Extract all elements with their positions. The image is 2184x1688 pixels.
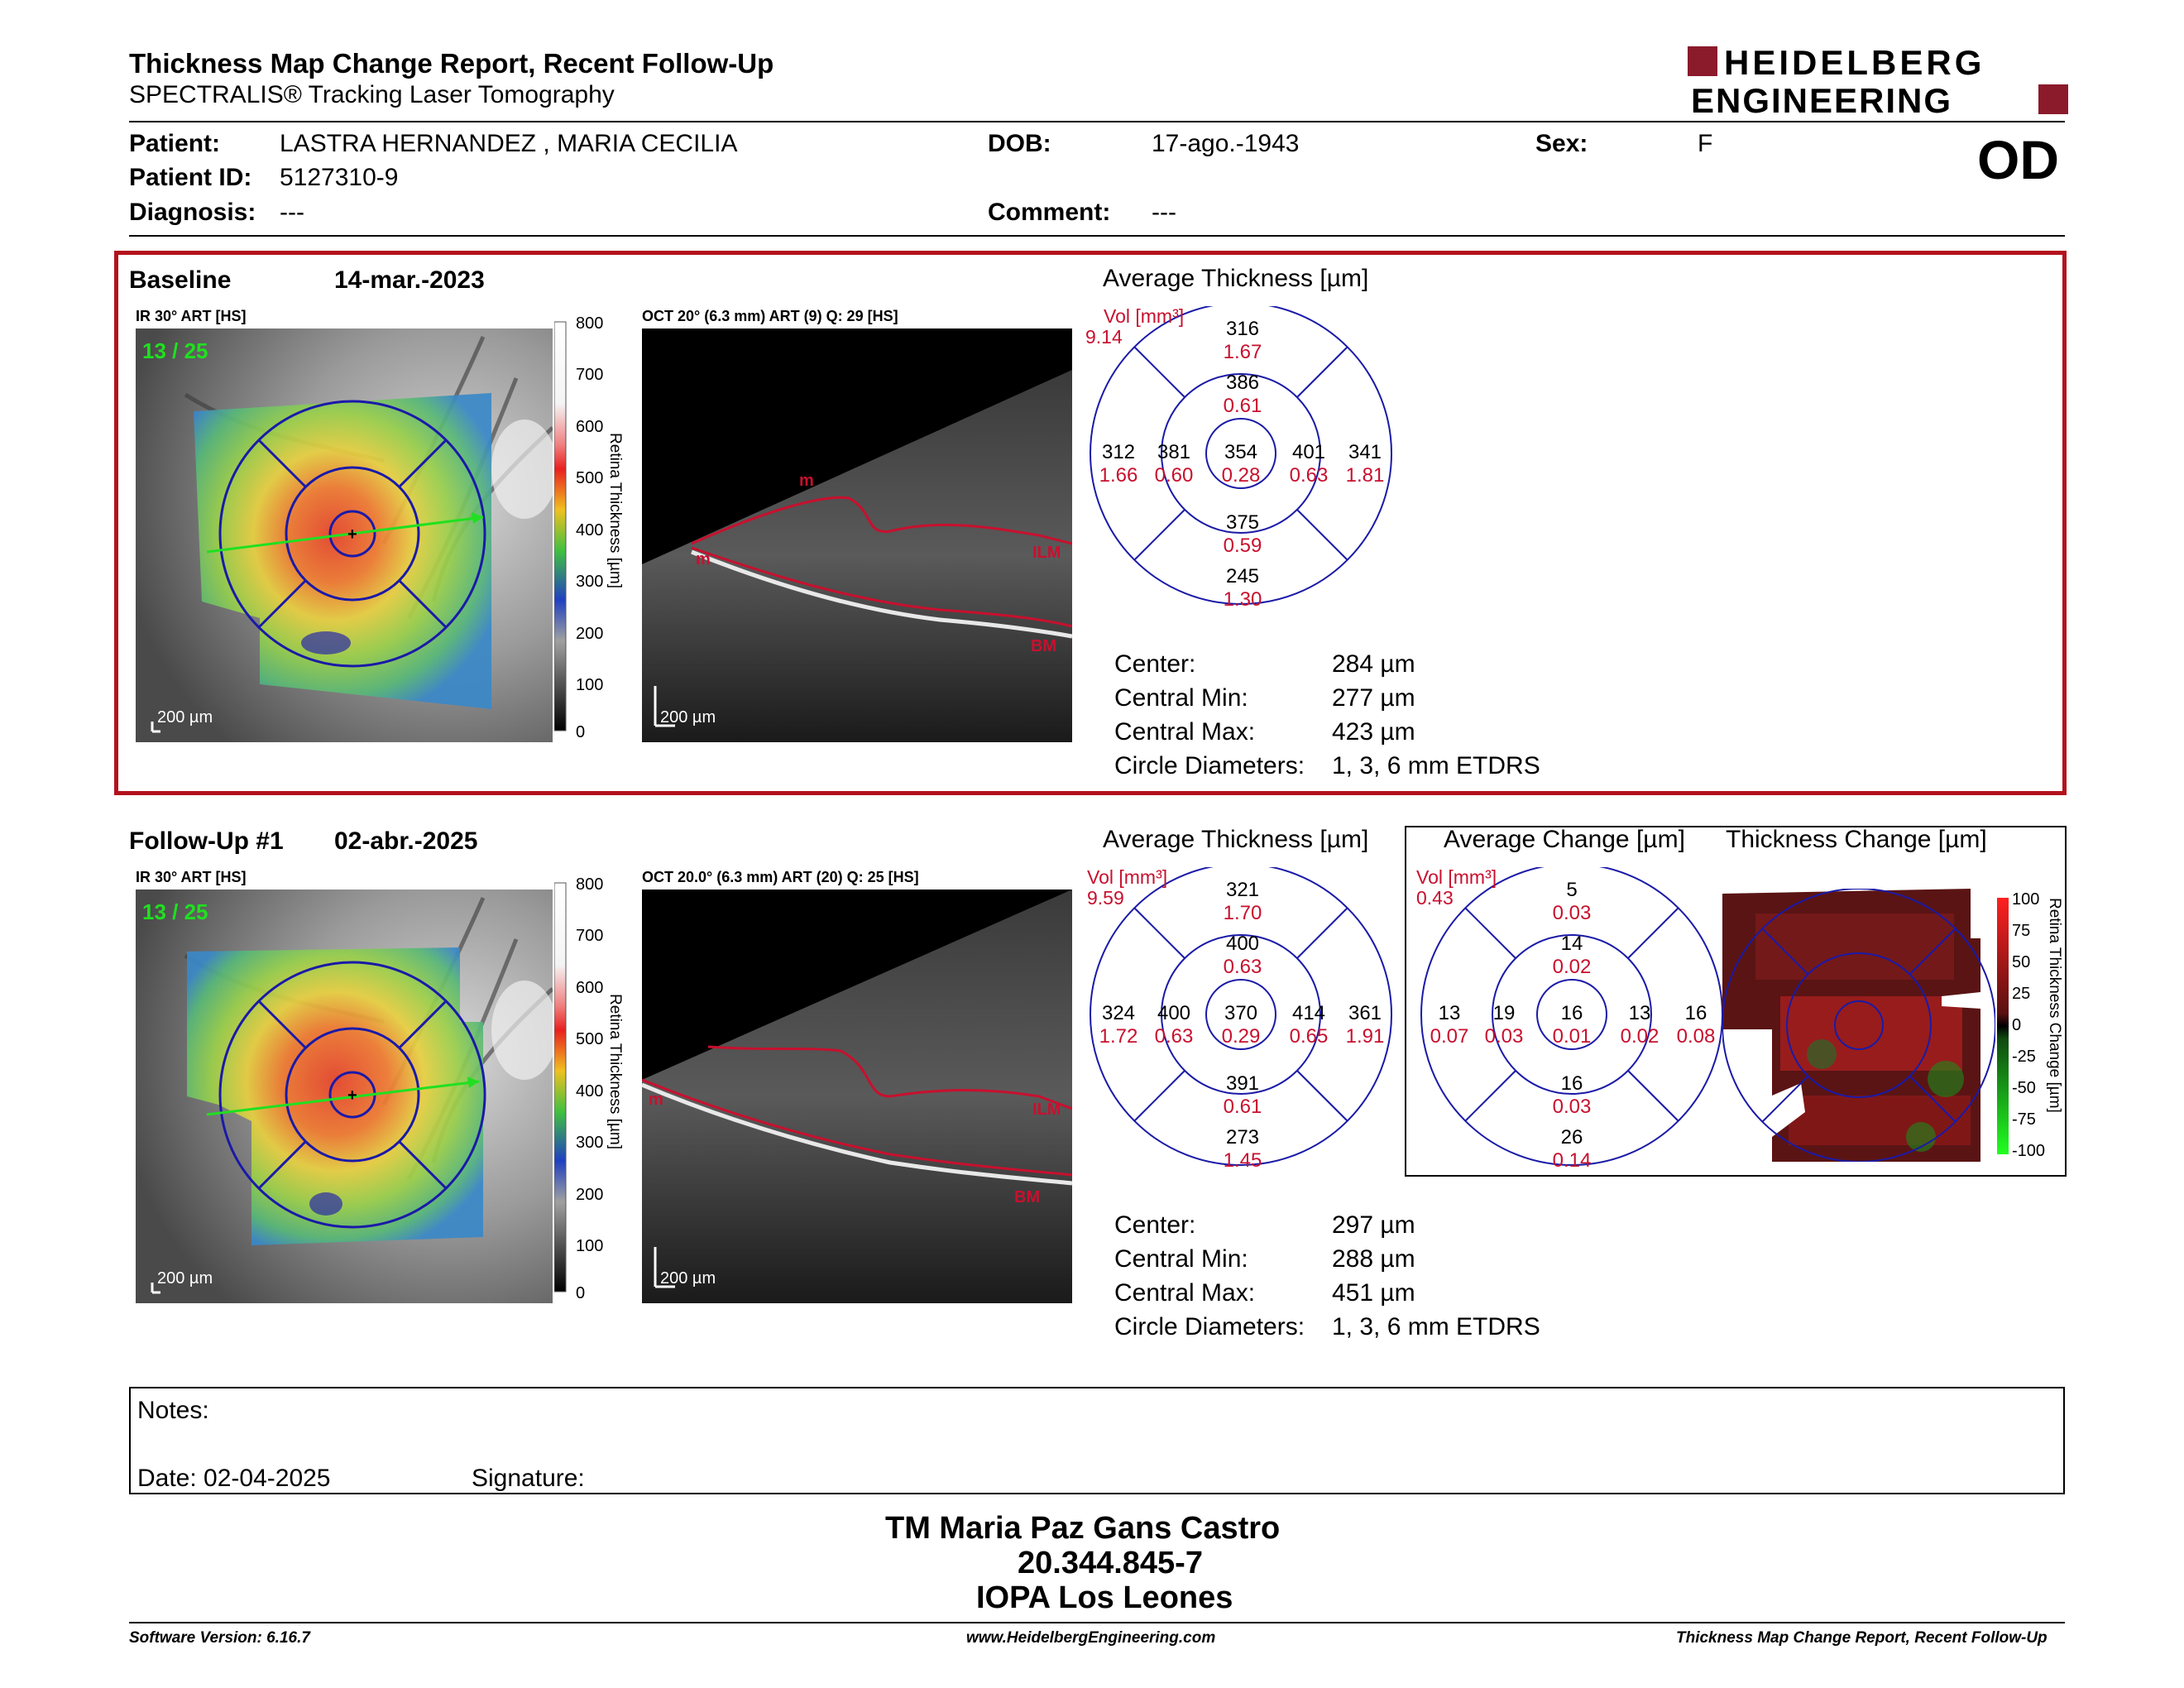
followup-max-label: Central Max:	[1114, 1279, 1256, 1307]
b-outer-left-v: 1.66	[1099, 464, 1138, 487]
baseline-oct-scale: 200 µm	[660, 708, 716, 727]
patient-label: Patient:	[129, 130, 221, 157]
f-center-t: 370	[1224, 1002, 1258, 1024]
oct-a-m-left: m	[696, 550, 711, 568]
change-avg-title: Average Change [µm]	[1444, 826, 1685, 853]
b-center-t: 354	[1224, 441, 1258, 463]
followup-oct-scale: 200 µm	[660, 1269, 716, 1288]
chg-tick-m50: -50	[2012, 1079, 2036, 1097]
c-inner-top-t: 14	[1560, 933, 1583, 955]
c-inner-left-t: 19	[1492, 1002, 1516, 1024]
baseline-etdrs-grid	[1084, 306, 1398, 614]
oct-a-bm: BM	[1031, 637, 1057, 655]
signature-label: Signature:	[472, 1465, 585, 1492]
baseline-oct-image	[642, 328, 1072, 742]
thk2-scale-title: Retina Thickness [µm]	[606, 994, 624, 1149]
oct-b-bm: BM	[1014, 1188, 1041, 1206]
heidelberg-logo	[1688, 43, 2068, 117]
thk-tick-700: 700	[576, 366, 604, 384]
b-inner-bottom-v: 0.59	[1223, 535, 1262, 557]
followup-max-value: 451 µm	[1332, 1279, 1415, 1307]
c-outer-right-v: 0.08	[1676, 1025, 1716, 1048]
report-title: Thickness Map Change Report, Recent Follow-Up	[129, 48, 774, 79]
followup-ir-scale: 200 µm	[157, 1269, 213, 1288]
b-center-v: 0.28	[1221, 464, 1261, 487]
followup-date: 02-abr.-2025	[334, 827, 478, 855]
thk2-tick-800: 800	[576, 878, 604, 894]
followup-ir-caption: IR 30° ART [HS]	[136, 869, 247, 885]
c-inner-right-t: 13	[1628, 1002, 1651, 1024]
notes-label: Notes:	[137, 1397, 209, 1424]
followup-label: Follow-Up #1	[129, 827, 284, 855]
thk-tick-100: 100	[576, 676, 604, 694]
chg-tick-25: 25	[2012, 985, 2031, 1003]
thk2-tick-100: 100	[576, 1237, 604, 1255]
followup-oct-image	[642, 890, 1072, 1303]
baseline-thickness-scale	[554, 317, 637, 739]
chg-tick-m75: -75	[2012, 1110, 2036, 1129]
baseline-label: Baseline	[129, 266, 232, 294]
c-inner-bottom-t: 16	[1560, 1072, 1583, 1095]
baseline-frame: 13 / 25	[142, 338, 208, 363]
svg-text:+: +	[347, 525, 357, 544]
baseline-diam-label: Circle Diameters:	[1114, 752, 1305, 779]
thk-scale-title: Retina Thickness [µm]	[606, 433, 624, 588]
baseline-diam-value: 1, 3, 6 mm ETDRS	[1332, 752, 1540, 779]
followup-ir-image	[136, 890, 553, 1303]
svg-text:+: +	[347, 1086, 357, 1105]
followup-center-label: Center:	[1114, 1211, 1196, 1239]
f-inner-top-t: 400	[1225, 933, 1260, 955]
comment-value: ---	[1152, 199, 1176, 226]
f-inner-right-v: 0.65	[1289, 1025, 1329, 1048]
followup-diam-label: Circle Diameters:	[1114, 1313, 1305, 1340]
c-outer-bottom-v: 0.14	[1552, 1149, 1592, 1172]
b-outer-top-v: 1.67	[1223, 341, 1262, 363]
thk-tick-200: 200	[576, 625, 604, 643]
baseline-center-label: Center:	[1114, 650, 1196, 678]
change-map-title: Thickness Change [µm]	[1726, 826, 1987, 853]
c-outer-left-t: 13	[1438, 1002, 1461, 1024]
f-center-v: 0.29	[1221, 1025, 1261, 1048]
logo-line1: HEIDELBERG	[1724, 43, 1985, 82]
notes-box[interactable]	[129, 1387, 2065, 1494]
followup-diam-value: 1, 3, 6 mm ETDRS	[1332, 1313, 1540, 1340]
comment-label: Comment:	[988, 199, 1111, 226]
c-inner-left-v: 0.03	[1484, 1025, 1524, 1048]
patient-name: LASTRA HERNANDEZ , MARIA CECILIA	[280, 130, 738, 157]
chg-tick-50: 50	[2012, 953, 2031, 971]
c-outer-right-t: 16	[1684, 1002, 1707, 1024]
b-outer-top-t: 316	[1225, 318, 1260, 340]
logo-line2: ENGINEERING	[1691, 81, 1953, 117]
thk-tick-300: 300	[576, 573, 604, 591]
c-inner-bottom-v: 0.03	[1552, 1096, 1592, 1118]
thk2-tick-600: 600	[576, 979, 604, 997]
chg-tick-100: 100	[2012, 890, 2040, 909]
sex-value: F	[1698, 130, 1713, 157]
f-inner-right-t: 414	[1291, 1002, 1326, 1024]
thk-tick-400: 400	[576, 521, 604, 539]
f-outer-left-t: 324	[1101, 1002, 1136, 1024]
b-inner-left-t: 381	[1157, 441, 1191, 463]
change-vol-total: 0.43	[1416, 887, 1454, 909]
followup-min-label: Central Min:	[1114, 1245, 1248, 1273]
followup-center-value: 297 µm	[1332, 1211, 1415, 1239]
c-outer-bottom-t: 26	[1560, 1126, 1583, 1149]
f-inner-left-t: 400	[1157, 1002, 1191, 1024]
baseline-ir-scale: 200 µm	[157, 708, 213, 727]
thk-tick-500: 500	[576, 469, 604, 487]
b-outer-bottom-t: 245	[1225, 565, 1260, 587]
thk2-tick-400: 400	[576, 1082, 604, 1101]
b-inner-right-v: 0.63	[1289, 464, 1329, 487]
footer-software-version: Software Version: 6.16.7	[129, 1629, 310, 1647]
patient-id-label: Patient ID:	[129, 164, 252, 191]
chg-tick-m100: -100	[2012, 1142, 2046, 1160]
b-outer-right-v: 1.81	[1345, 464, 1385, 487]
baseline-center-value: 284 µm	[1332, 650, 1415, 678]
baseline-avg-title: Average Thickness [µm]	[1103, 265, 1369, 292]
f-outer-right-v: 1.91	[1345, 1025, 1385, 1048]
b-inner-left-v: 0.60	[1154, 464, 1194, 487]
followup-etdrs-grid	[1084, 867, 1398, 1175]
c-center-t: 16	[1560, 1002, 1583, 1024]
baseline-vol-total: 9.14	[1085, 326, 1123, 348]
b-inner-bottom-t: 375	[1225, 511, 1260, 534]
signer-rut: 20.344.845-7	[1018, 1546, 1203, 1580]
patient-divider	[129, 235, 2065, 237]
c-outer-top-v: 0.03	[1552, 902, 1592, 924]
thk-tick-0: 0	[576, 723, 586, 739]
f-inner-left-v: 0.63	[1154, 1025, 1194, 1048]
notes-date: Date: 02-04-2025	[137, 1465, 331, 1492]
baseline-ir-image	[136, 328, 553, 742]
dob-label: DOB:	[988, 130, 1051, 157]
change-etdrs-grid	[1415, 867, 1729, 1175]
baseline-max-value: 423 µm	[1332, 718, 1415, 746]
report-subtitle: SPECTRALIS® Tracking Laser Tomography	[129, 81, 615, 108]
dob-value: 17-ago.-1943	[1152, 130, 1300, 157]
thk-tick-600: 600	[576, 418, 604, 436]
f-outer-top-t: 321	[1225, 879, 1260, 901]
oct-b-ilm: ILM	[1032, 1101, 1061, 1119]
oct-a-m-top: m	[799, 472, 814, 490]
followup-vol-total: 9.59	[1087, 887, 1124, 909]
f-outer-right-t: 361	[1348, 1002, 1382, 1024]
signer-org: IOPA Los Leones	[976, 1580, 1233, 1615]
c-outer-top-t: 5	[1566, 879, 1578, 901]
followup-thickness-scale	[554, 878, 637, 1300]
baseline-date: 14-mar.-2023	[334, 266, 485, 294]
thk2-tick-700: 700	[576, 927, 604, 945]
c-inner-top-v: 0.02	[1552, 956, 1592, 978]
b-outer-right-t: 341	[1348, 441, 1382, 463]
b-inner-top-v: 0.61	[1223, 395, 1262, 417]
f-outer-bottom-t: 273	[1225, 1126, 1260, 1149]
baseline-vol-label: Vol [mm³]	[1104, 306, 1185, 327]
oct-b-m-left: m	[649, 1091, 663, 1109]
c-center-v: 0.01	[1552, 1025, 1592, 1048]
sex-label: Sex:	[1535, 130, 1588, 157]
footer-divider	[129, 1622, 2065, 1623]
diagnosis-value: ---	[280, 199, 304, 226]
followup-frame: 13 / 25	[142, 899, 208, 924]
chg-tick-m25: -25	[2012, 1048, 2036, 1066]
thk2-tick-500: 500	[576, 1030, 604, 1048]
f-outer-top-v: 1.70	[1223, 902, 1262, 924]
baseline-ir-caption: IR 30° ART [HS]	[136, 308, 247, 324]
followup-min-value: 288 µm	[1332, 1245, 1415, 1273]
thk2-tick-300: 300	[576, 1134, 604, 1152]
footer-report-name: Thickness Map Change Report, Recent Follow-Up	[1676, 1629, 2048, 1647]
chg-tick-0: 0	[2012, 1016, 2022, 1034]
f-inner-top-v: 0.63	[1223, 956, 1262, 978]
b-inner-top-t: 386	[1225, 372, 1260, 394]
header-divider	[129, 121, 2065, 122]
f-inner-bottom-t: 391	[1225, 1072, 1260, 1095]
followup-oct-caption: OCT 20.0° (6.3 mm) ART (20) Q: 25 [HS]	[642, 869, 919, 885]
baseline-min-label: Central Min:	[1114, 684, 1248, 712]
signer-name: TM Maria Paz Gans Castro	[885, 1511, 1281, 1546]
c-outer-left-v: 0.07	[1430, 1025, 1469, 1048]
thickness-change-map	[1722, 889, 1995, 1162]
change-scale-title: Retina Thickness Change [µm]	[2046, 898, 2063, 1113]
diagnosis-label: Diagnosis:	[129, 199, 256, 226]
chg-tick-75: 75	[2012, 922, 2031, 940]
b-outer-bottom-v: 1.30	[1223, 588, 1262, 611]
patient-id-value: 5127310-9	[280, 164, 399, 191]
f-inner-bottom-v: 0.61	[1223, 1096, 1262, 1118]
thk-tick-800: 800	[576, 317, 604, 333]
c-inner-right-v: 0.02	[1620, 1025, 1660, 1048]
eye-indicator: OD	[1977, 129, 2059, 190]
thk2-tick-200: 200	[576, 1186, 604, 1204]
baseline-min-value: 277 µm	[1332, 684, 1415, 712]
footer-website[interactable]: www.HeidelbergEngineering.com	[966, 1629, 1216, 1647]
oct-a-ilm: ILM	[1032, 544, 1061, 562]
change-vol-label: Vol [mm³]	[1416, 867, 1497, 888]
change-scale	[1997, 890, 2067, 1163]
f-outer-bottom-v: 1.45	[1223, 1149, 1262, 1172]
thk2-tick-0: 0	[576, 1284, 586, 1300]
followup-vol-label: Vol [mm³]	[1087, 867, 1168, 888]
b-inner-right-t: 401	[1291, 441, 1326, 463]
followup-avg-title: Average Thickness [µm]	[1103, 826, 1369, 853]
baseline-oct-caption: OCT 20° (6.3 mm) ART (9) Q: 29 [HS]	[642, 308, 898, 324]
f-outer-left-v: 1.72	[1099, 1025, 1138, 1048]
baseline-max-label: Central Max:	[1114, 718, 1256, 746]
b-outer-left-t: 312	[1101, 441, 1136, 463]
